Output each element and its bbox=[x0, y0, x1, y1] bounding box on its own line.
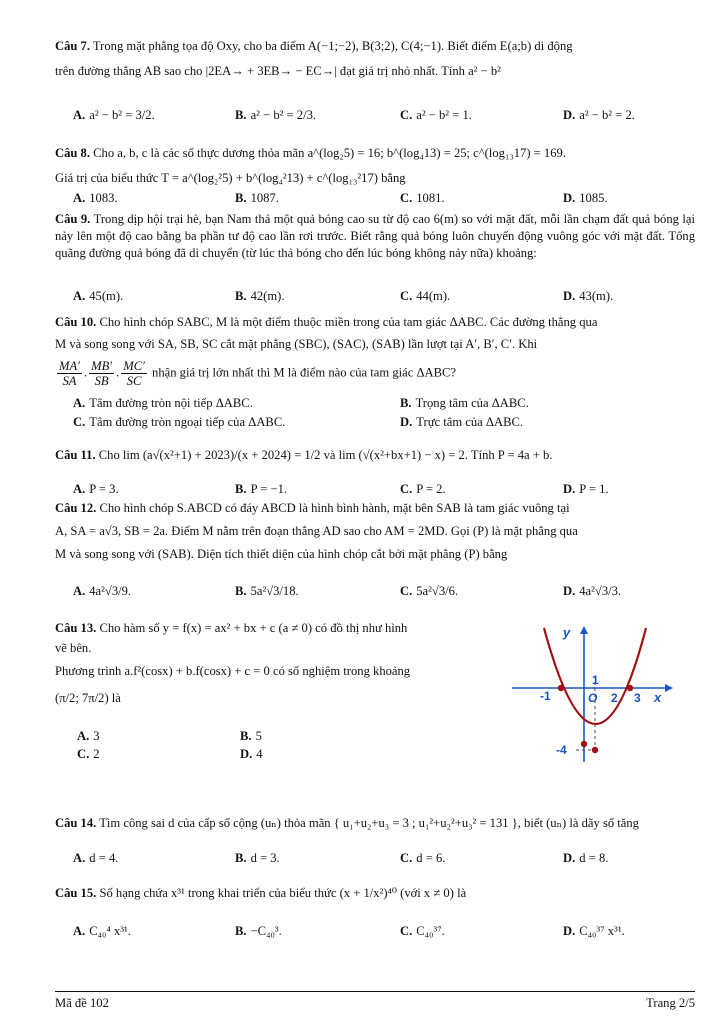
point-root-left bbox=[558, 685, 564, 691]
q12-line3: M và song song với (SAB). Diện tích thiết diện của hình chóp cắt bởi mặt phẳng (P) bằng bbox=[55, 547, 508, 561]
tick-label-m1: -1 bbox=[540, 689, 551, 703]
q15-text: Số hạng chứa x³¹ trong khai triển của biểu thức (x + 1/x²)⁴⁰ (với x ≠ 0) là bbox=[99, 886, 467, 900]
q11-option-c[interactable]: C. P = 2. bbox=[400, 482, 446, 496]
q12-option-d[interactable]: D. 4a²√3/3. bbox=[563, 584, 622, 598]
y-axis-arrow-icon bbox=[580, 626, 588, 634]
q8-options bbox=[55, 191, 695, 211]
q7-option-d[interactable]: D. a² − b² = 2. bbox=[563, 108, 635, 122]
q7-line1: Trong mặt phẳng tọa độ Oxy, cho ba điểm A(−1;−2), B(3;2), C(4;−1). Biết điểm E(a;b) di động bbox=[92, 39, 573, 53]
q13-line2: vẽ bên. bbox=[55, 641, 92, 655]
q13-option-a[interactable]: A. 3 bbox=[77, 729, 100, 743]
tick-label-1: 1 bbox=[592, 673, 599, 687]
q8-option-b[interactable]: B. 1087. bbox=[235, 191, 279, 205]
x-axis-label: x bbox=[654, 690, 662, 705]
footer-page-number: Trang 2/5 bbox=[646, 996, 695, 1010]
tick-label-3: 3 bbox=[634, 691, 641, 705]
q10-ratio-b: $\frac{MB'}{SB}$ bbox=[91, 359, 113, 388]
q14-option-a[interactable]: A. d = 4. bbox=[73, 851, 119, 865]
q13-option-d[interactable]: D. 4 bbox=[240, 747, 263, 761]
q11-text: Cho lim (a√(x²+1) + 2023)/(x + 2024) = 1/2 và lim (√(x²+bx+1) − x) = 2. Tính P = 4a + b. bbox=[98, 448, 553, 462]
q15-option-d[interactable]: D. C₄₀³⁷ x³¹. bbox=[563, 924, 625, 938]
q8-line1: Cho a, b, c là các số thực dương thỏa mãn a^(log₂5) = 16; b^(log₄13) = 25; c^(log₁₃17) = 169. bbox=[93, 146, 566, 160]
q13-line3: Phương trình a.f²(cosx) + b.f(cosx) + c = 0 có số nghiệm trong khoảng bbox=[55, 664, 411, 678]
tick-label-2: 2 bbox=[611, 691, 618, 705]
q14-options bbox=[55, 851, 695, 871]
q10-option-d[interactable]: D. Trực tâm của ΔABC. bbox=[400, 415, 524, 429]
q13-option-c[interactable]: C. 2 bbox=[77, 747, 100, 761]
q12-options bbox=[55, 584, 695, 604]
q9-option-b[interactable]: B. 42(m). bbox=[235, 289, 285, 303]
q10-option-b[interactable]: B. Trọng tâm của ΔABC. bbox=[400, 396, 529, 410]
q13-options-row2 bbox=[55, 747, 475, 767]
point-root-right bbox=[627, 685, 633, 691]
x-axis-arrow-icon bbox=[665, 684, 673, 692]
question-13 bbox=[55, 620, 485, 707]
q7-option-c[interactable]: C. a² − b² = 1. bbox=[400, 108, 472, 122]
q10-line3: nhận giá trị lớn nhất thì M là điểm nào của tam giác ΔABC? bbox=[152, 365, 457, 380]
q10-option-a[interactable]: A. Tâm đường tròn nội tiếp ΔABC. bbox=[73, 396, 253, 410]
q10-ratio-c: $\frac{MC'}{SC}$ bbox=[123, 359, 145, 388]
q11-option-d[interactable]: D. P = 1. bbox=[563, 482, 609, 496]
q13-line1: Cho hàm số y = f(x) = ax² + bx + c (a ≠ 0) có đồ thị như hình bbox=[99, 621, 408, 635]
q13-line4: (π/2; 7π/2) là bbox=[55, 691, 121, 705]
q14-number: Câu 14. bbox=[55, 816, 97, 830]
q15-options bbox=[55, 924, 695, 944]
q15-number: Câu 15. bbox=[55, 886, 97, 900]
question-7 bbox=[55, 38, 695, 80]
q11-option-a[interactable]: A. P = 3. bbox=[73, 482, 119, 496]
parabola-graph bbox=[508, 620, 678, 770]
y-axis-label: y bbox=[563, 625, 571, 640]
q11-options bbox=[55, 482, 695, 502]
question-15 bbox=[55, 885, 695, 902]
q14-option-d[interactable]: D. d = 8. bbox=[563, 851, 609, 865]
q12-option-b[interactable]: B. 5a²√3/18. bbox=[235, 584, 299, 598]
footer-exam-code: Mã đề 102 bbox=[55, 996, 109, 1010]
q7-number: Câu 7. bbox=[55, 39, 90, 53]
q8-number: Câu 8. bbox=[55, 146, 90, 160]
point-y-intercept bbox=[581, 741, 587, 747]
q14-text: Tìm công sai d của cấp số cộng (uₙ) thỏa mãn { u₁+u₂+u₃ = 3 ; u₁²+u₂²+u₃² = 131 }, biết (uₙ) là dãy số tăng bbox=[99, 816, 639, 830]
q9-option-a[interactable]: A. 45(m). bbox=[73, 289, 124, 303]
q9-option-c[interactable]: C. 44(m). bbox=[400, 289, 451, 303]
q9-option-d[interactable]: D. 43(m). bbox=[563, 289, 614, 303]
q12-line1: Cho hình chóp S.ABCD có đáy ABCD là hình bình hành, mặt bên SAB là tam giác vuông tại bbox=[99, 501, 570, 515]
question-10: Câu 10. Cho hình chóp SABC, M là một điểm thuộc miền trong của tam giác ΔABC. Các đường thẳng qua M và song song với SA, SB, SC cắt mặt phẳng (SBC), (SAC), (SAB) lần lượt tại A′, B′, C′. Khi $\frac{MA'}{SA}$ . $\frac{MB'}{SB}$ . $\frac{MC'}{SC}$ nhận giá trị lớn nhất thì M là điểm nào của tam giác ΔABC? bbox=[55, 315, 598, 388]
q8-option-a[interactable]: A. 1083. bbox=[73, 191, 118, 205]
q9-number: Câu 9. bbox=[55, 212, 91, 226]
q7-option-a[interactable]: A. a² − b² = 3/2. bbox=[73, 108, 155, 122]
q8-line2: Giá trị của biểu thức T = a^(log₂²5) + b^(log₄²13) + c^(log₁₃²17) bằng bbox=[55, 171, 406, 185]
q10-ratio-a: $\frac{MA'}{SA}$ bbox=[59, 359, 80, 388]
footer-divider bbox=[55, 991, 695, 992]
tick-label-m4: -4 bbox=[556, 743, 567, 757]
q12-number: Câu 12. bbox=[55, 501, 97, 515]
origin-label: O bbox=[588, 691, 598, 705]
q9-options bbox=[55, 289, 695, 309]
question-12 bbox=[55, 500, 695, 563]
q15-option-c[interactable]: C. C₄₀³⁷. bbox=[400, 924, 445, 938]
q7-option-b[interactable]: B. a² − b² = 2/3. bbox=[235, 108, 317, 122]
q12-option-c[interactable]: C. 5a²√3/6. bbox=[400, 584, 459, 598]
q10-options-row1 bbox=[55, 396, 695, 416]
q10-line2: M và song song với SA, SB, SC cắt mặt phẳng (SBC), (SAC), (SAB) lần lượt tại A′, B′, C′. Khi bbox=[55, 337, 538, 351]
q13-option-b[interactable]: B. 5 bbox=[240, 729, 262, 743]
q15-option-a[interactable]: A. C₄₀⁴ x³¹. bbox=[73, 924, 131, 938]
q12-line2: A, SA = a√3, SB = 2a. Điểm M nằm trên đoạn thẳng AD sao cho AM = 2MD. Gọi (P) là mặt phẳng qua bbox=[55, 524, 578, 538]
point-vertex bbox=[592, 747, 598, 753]
q9-text: Trong dịp hội trại hè, bạn Nam thả một quả bóng cao su từ độ cao 6(m) so với mặt đất, mỗi lần chạm đất quả bóng lại nảy lên một độ cao bằng ba phần tư độ cao lần rơi trước. Biết rằng quả bóng luôn chuyển động vuông góc với mặt đất. Tổng quãng đường quả bóng đã di chuyển (từ lúc thả bóng cho đến lúc bóng không nảy nữa) khoảng: bbox=[55, 212, 695, 260]
q11-number: Câu 11. bbox=[55, 448, 96, 462]
q15-option-b[interactable]: B. −C₄₀³. bbox=[235, 924, 282, 938]
q10-option-c[interactable]: C. Tâm đường tròn ngoại tiếp của ΔABC. bbox=[73, 415, 286, 429]
q10-number: Câu 10. bbox=[55, 315, 97, 329]
q13-number: Câu 13. bbox=[55, 621, 97, 635]
q7-line2: trên đường thẳng AB sao cho |2EA→ + 3EB→ − EC→| đạt giá trị nhỏ nhất. Tính a² − b² bbox=[55, 64, 501, 78]
q13-options-row1 bbox=[55, 729, 475, 749]
question-9 bbox=[55, 211, 695, 262]
question-14 bbox=[55, 815, 695, 832]
q12-option-a[interactable]: A. 4a²√3/9. bbox=[73, 584, 132, 598]
q14-option-c[interactable]: C. d = 6. bbox=[400, 851, 446, 865]
q11-option-b[interactable]: B. P = −1. bbox=[235, 482, 288, 496]
question-8 bbox=[55, 145, 695, 187]
q7-options bbox=[55, 108, 695, 128]
question-11 bbox=[55, 447, 695, 464]
q14-option-b[interactable]: B. d = 3. bbox=[235, 851, 280, 865]
q8-option-d[interactable]: D. 1085. bbox=[563, 191, 608, 205]
q8-option-c[interactable]: C. 1081. bbox=[400, 191, 445, 205]
q10-options-row2 bbox=[55, 415, 695, 435]
q10-line1: Cho hình chóp SABC, M là một điểm thuộc miền trong của tam giác ΔABC. Các đường thẳng qua bbox=[99, 315, 598, 329]
